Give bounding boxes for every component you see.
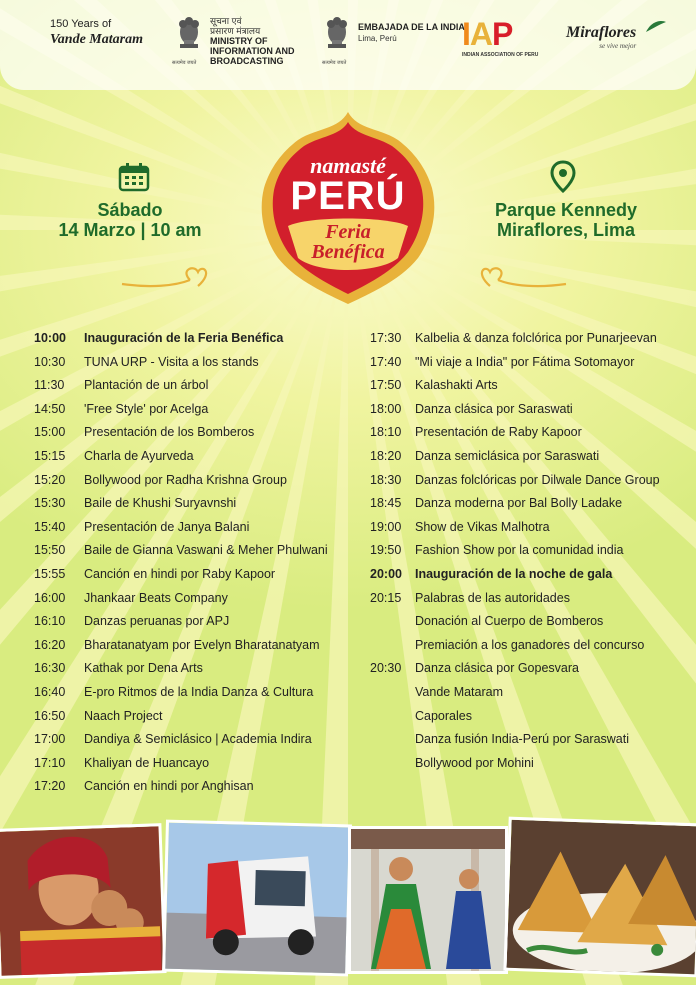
heart-swirl-right-icon xyxy=(478,262,568,292)
schedule-right-column xyxy=(370,330,690,780)
schedule-act: Danza moderna por Bal Bolly Ladake xyxy=(415,496,623,511)
schedule-act: Dandiya & Semiclásico | Academia Indira xyxy=(84,732,312,747)
schedule-time: 14:50 xyxy=(34,401,66,416)
iap-full-name: INDIAN ASSOCIATION OF PERU xyxy=(462,52,539,58)
schedule-act: Inauguración de la Feria Benéfica xyxy=(84,331,284,345)
schedule-act: "Mi viaje a India" por Fátima Sotomayor xyxy=(415,354,635,369)
ministry-hindi-2: प्रसारण मंत्रालय xyxy=(210,26,261,36)
schedule-time: 11:30 xyxy=(34,378,65,393)
ministry-hindi-1: सूचना एवं xyxy=(210,16,242,26)
schedule-time: 16:50 xyxy=(34,708,66,723)
schedule-time: 18:45 xyxy=(370,496,402,511)
badge-feria xyxy=(248,222,448,262)
schedule-act: Baile de Gianna Vaswani & Meher Phulwani xyxy=(84,543,328,558)
schedule-act: Premiación a los ganadores del concurso xyxy=(415,637,645,652)
schedule-time: 16:40 xyxy=(34,685,66,699)
photo-samosas xyxy=(503,817,696,978)
national-emblem-icon xyxy=(174,14,204,58)
vande-mataram-title: Vande Mataram xyxy=(50,32,143,47)
logo-bar xyxy=(0,0,696,90)
schedule-time: 19:00 xyxy=(370,519,402,534)
schedule-act: E-pro Ritmos de la India Danza & Cultura xyxy=(84,685,314,699)
miraflores-name: Miraflores xyxy=(566,24,637,41)
schedule-time: 15:20 xyxy=(34,472,66,487)
schedule-act: Danza clásica por Gopesvara xyxy=(415,661,579,676)
iap-letters: IAP xyxy=(462,16,513,52)
embassy-name: EMBAJADA DE LA INDIA xyxy=(358,22,465,32)
schedule-act: Bollywood por Radha Krishna Group xyxy=(84,472,287,487)
schedule-act: Presentación de Janya Balani xyxy=(84,519,250,534)
schedule-act: Naach Project xyxy=(84,708,163,723)
embassy-logo xyxy=(358,22,465,43)
schedule-time: 17:10 xyxy=(34,755,66,770)
calendar-icon xyxy=(118,162,150,192)
schedule-time: 17:20 xyxy=(34,779,66,794)
schedule-act: Canción en hindi por Anghisan xyxy=(84,779,254,794)
schedule-act: Baile de Khushi Suryavnshi xyxy=(84,496,237,511)
schedule-act: Danzas folclóricas por Dilwale Dance Group xyxy=(415,472,660,487)
location-pin-icon xyxy=(548,160,578,194)
schedule-time: 18:10 xyxy=(370,425,402,440)
embassy-emblem-motto: सत्यमेव जयते xyxy=(322,60,347,66)
schedule-act: Plantación de un árbol xyxy=(84,378,209,393)
ministry-en-2: INFORMATION AND xyxy=(210,46,295,56)
schedule-time: 17:30 xyxy=(370,331,402,345)
schedule-act: Vande Mataram xyxy=(415,685,504,699)
heart-swirl-left-icon xyxy=(120,262,210,292)
emblem-motto: सत्यमेव जयते xyxy=(172,60,197,66)
ministry-en-1: MINISTRY OF xyxy=(210,36,268,46)
venue-park: Parque Kennedy xyxy=(494,200,638,220)
event-day: Sábado xyxy=(97,200,163,220)
schedule-act: Kalashakti Arts xyxy=(415,378,498,393)
schedule-act: Palabras de las autoridades xyxy=(415,590,570,605)
schedule-act: Danza semiclásica por Saraswati xyxy=(415,449,600,463)
schedule-act: 'Free Style' por Acelga xyxy=(84,401,209,416)
miraflores-tagline: se vive mejor xyxy=(599,42,637,50)
badge-namaste: namasté xyxy=(310,153,386,178)
schedule-time: 16:00 xyxy=(34,590,66,605)
photo-tuk-tuk xyxy=(162,820,352,977)
schedule-time: 15:30 xyxy=(34,496,66,511)
schedule-time: 17:50 xyxy=(370,378,402,393)
badge-peru: PERÚ xyxy=(290,174,406,218)
schedule-time: 17:00 xyxy=(34,732,66,747)
schedule-act: Khaliyan de Huancayo xyxy=(84,755,210,770)
schedule-act: Donación al Cuerpo de Bomberos xyxy=(415,614,604,629)
schedule-time: 18:20 xyxy=(370,449,402,463)
schedule-act: Presentación de los Bomberos xyxy=(84,425,255,440)
schedule-act: Show de Vikas Malhotra xyxy=(415,519,550,534)
schedule-act: Charla de Ayurveda xyxy=(84,449,194,463)
schedule-time: 10:30 xyxy=(34,354,66,369)
schedule-time: 20:30 xyxy=(370,661,402,676)
schedule-act: Bollywood por Mohini xyxy=(415,755,534,770)
schedule-time: 17:40 xyxy=(370,354,402,369)
schedule-left-column xyxy=(34,330,364,800)
schedule-time: 18:00 xyxy=(370,401,402,416)
badge-benefica-line: Benéfica xyxy=(311,241,385,263)
badge-feria-line: Feria xyxy=(325,221,371,243)
miraflores-logo xyxy=(566,24,636,50)
schedule-act: Bharatanatyam por Evelyn Bharatanatyam xyxy=(84,637,320,652)
schedule-time: 20:00 xyxy=(370,567,402,581)
schedule-act: Canción en hindi por Raby Kapoor xyxy=(84,567,276,581)
event-venue xyxy=(476,200,656,240)
vande-mataram-years: 150 Years of xyxy=(50,18,112,30)
ministry-en-3: BROADCASTING xyxy=(210,56,284,66)
embassy-emblem-icon xyxy=(322,14,352,58)
schedule-act: Danza clásica por Saraswati xyxy=(415,401,573,416)
schedule-time: 18:30 xyxy=(370,472,402,487)
schedule-act: TUNA URP - Visita a los stands xyxy=(84,354,259,369)
embassy-city: Lima, Perú xyxy=(358,34,397,43)
schedule-time: 15:50 xyxy=(34,543,66,558)
photo-dancers xyxy=(348,826,508,974)
schedule-time: 16:10 xyxy=(34,614,66,629)
leaf-icon xyxy=(644,18,668,34)
iap-logo xyxy=(462,18,540,58)
schedule-act: Inauguración de la noche de gala xyxy=(415,567,613,581)
schedule-act: Jhankaar Beats Company xyxy=(84,590,228,605)
schedule-time: 15:40 xyxy=(34,519,66,534)
schedule-time: 15:00 xyxy=(34,425,66,440)
venue-city: Miraflores, Lima xyxy=(496,220,636,240)
ministry-logo xyxy=(210,16,295,66)
schedule-act: Caporales xyxy=(415,708,472,723)
schedule-act: Kalbelia & danza folclórica por Punarjeevan xyxy=(415,331,657,345)
schedule-time: 16:30 xyxy=(34,661,66,676)
schedule-time: 19:50 xyxy=(370,543,402,558)
schedule-time: 15:15 xyxy=(34,449,66,463)
schedule-act: Fashion Show por la comunidad india xyxy=(415,543,624,558)
photo-dancer-henna xyxy=(0,823,167,979)
event-date-time: 14 Marzo | 10 am xyxy=(58,220,202,240)
schedule-act: Kathak por Dena Arts xyxy=(84,661,203,676)
vande-mataram-logo xyxy=(50,18,143,48)
schedule-time: 16:20 xyxy=(34,637,66,652)
schedule-time: 20:15 xyxy=(370,590,402,605)
schedule-act: Danzas peruanas por APJ xyxy=(84,614,230,629)
schedule-act: Presentación de Raby Kapoor xyxy=(415,425,582,440)
schedule-time: 10:00 xyxy=(34,331,66,345)
schedule-act: Danza fusión India-Perú por Saraswati xyxy=(415,732,630,747)
event-date xyxy=(40,200,220,240)
schedule-time: 15:55 xyxy=(34,567,66,581)
